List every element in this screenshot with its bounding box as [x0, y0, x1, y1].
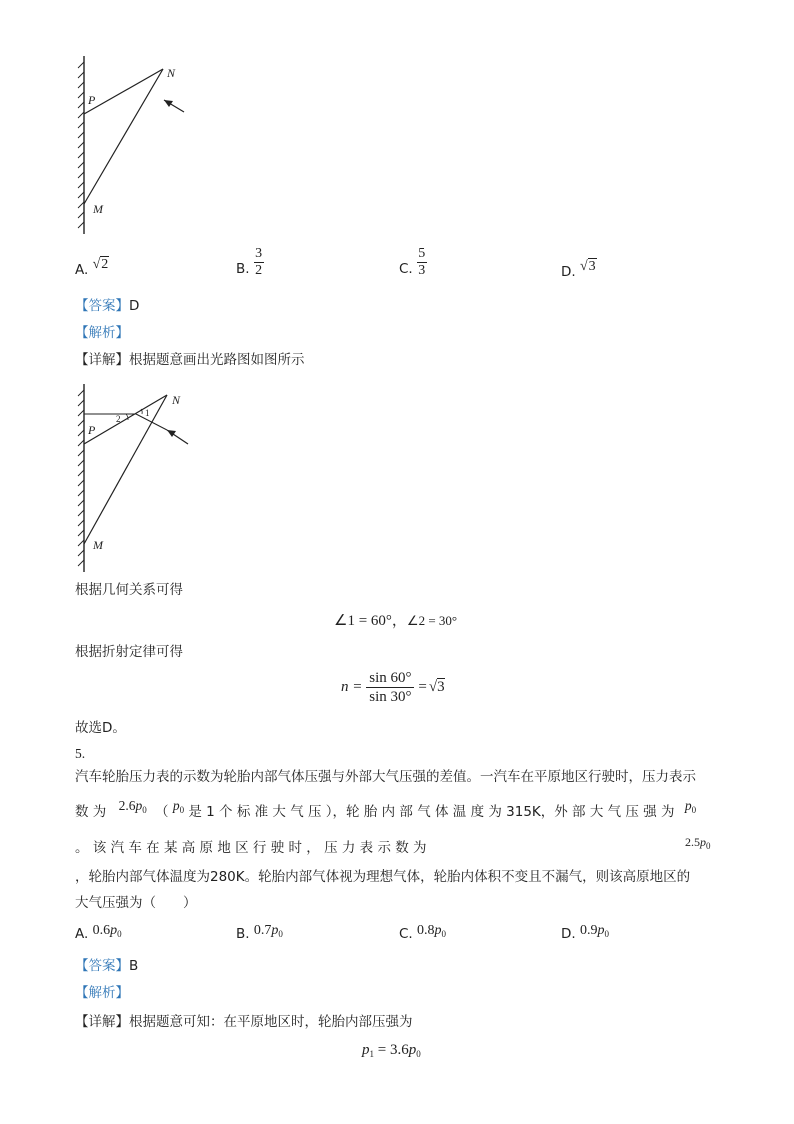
- q5-line-1: 汽车轮胎压力表的示数为轮胎内部气体压强与外部大气压强的差值。一汽车在平原地区行驶时，压力表示: [75, 769, 696, 785]
- n-denominator: sin 30°: [369, 689, 412, 705]
- q4-answer: [75, 296, 139, 316]
- q4-option-c-label: C.: [399, 261, 413, 277]
- figure-1-label-p: P: [88, 93, 96, 107]
- q4-option-c-fraction: $\frac{5}{3}$: [418, 246, 426, 278]
- q5-option-a-label: A.: [75, 926, 89, 942]
- q5-option-c[interactable]: C. $0.8p_0$: [399, 923, 447, 942]
- figure-1-label-m: M: [93, 202, 103, 216]
- answer-tag: 【答案】: [75, 298, 129, 314]
- figure-2-label-m: M: [93, 538, 103, 552]
- detail-tag: 【详解】: [75, 352, 129, 368]
- geom-relation-text: 根据几何关系可得: [75, 582, 183, 598]
- q4-option-a-label: A.: [75, 262, 89, 278]
- n-fraction: [366, 669, 414, 706]
- q5-number: 5.: [75, 746, 86, 761]
- angle-sep: ，: [391, 613, 407, 629]
- n-numerator: sin 60°: [369, 670, 412, 686]
- figure-1-label-n: N: [167, 66, 176, 80]
- q5-option-d-label: D.: [561, 926, 576, 942]
- n-lhs: n =: [341, 679, 363, 695]
- q4-option-d[interactable]: [561, 259, 597, 281]
- figure-1-light-path: [70, 52, 200, 238]
- detail-text: 根据题意可知：在平原地区时，轮胎内部压强为: [129, 1014, 413, 1030]
- refraction-law-text: 根据折射定律可得: [75, 644, 183, 660]
- detail-tag: 【详解】: [75, 1014, 129, 1030]
- q5-option-b-label: B.: [236, 926, 250, 942]
- refraction-equation: [341, 669, 445, 706]
- figure-2-angle-2: 2: [116, 414, 121, 424]
- q5-option-b[interactable]: B. $0.7p_0$: [236, 923, 283, 942]
- answer-value: D: [129, 298, 140, 314]
- q5-line-3: 。 该 汽 车 在 某 高 原 地 区 行 驶 时 ， 压 力 表 示 数 为 $2.5p_0$: [75, 835, 711, 856]
- q4-analysis: [75, 323, 129, 343]
- q4-option-b[interactable]: [236, 246, 264, 279]
- answer-value: B: [129, 958, 139, 974]
- q5-line-2: 数 为 $2.6p_0$ （ $p_0$ 是 1 个 标 准 大 气 压 ），轮 胎 内 部 气 体 温 度 为 315K，外 部 大 气 压 强 为 $p_0$: [75, 798, 697, 820]
- q5-analysis: [75, 983, 129, 1003]
- q4-detail: [75, 350, 305, 370]
- q5-line-5: 大气压强为（ ）: [75, 895, 197, 911]
- angle-eq-2: ∠2 = 30°: [406, 613, 458, 628]
- n-equals: =: [418, 679, 427, 695]
- q4-option-d-label: D.: [561, 264, 576, 280]
- q5-answer: [75, 956, 138, 976]
- q4-option-c[interactable]: [399, 246, 427, 279]
- figure-2-label-p: P: [88, 423, 96, 437]
- q4-option-d-sqrt: √3: [579, 259, 596, 274]
- q5-option-d[interactable]: D. $0.9p_0$: [561, 923, 609, 942]
- n-sqrt: √3: [428, 679, 445, 695]
- figure-2-angle-1: 1: [145, 408, 150, 418]
- p1-equation: $p_1 = 3.6p_0$: [362, 1042, 421, 1059]
- conclusion: 故选D。: [75, 720, 126, 736]
- analysis-tag: 【解析】: [75, 325, 129, 341]
- detail-text: 根据题意画出光路图如图所示: [129, 352, 305, 368]
- q4-option-b-fraction: $\frac{3}{2}$: [255, 246, 263, 278]
- q5-option-c-label: C.: [399, 926, 413, 942]
- figure-2-light-path: [70, 380, 200, 576]
- q5-option-a[interactable]: A. $0.6p_0$: [75, 923, 122, 942]
- angle-equations: [334, 609, 457, 630]
- q4-option-a[interactable]: [75, 257, 109, 279]
- angle-eq-1: ∠1 = 60°: [334, 613, 392, 629]
- answer-tag: 【答案】: [75, 958, 129, 974]
- q5-detail: [75, 1012, 413, 1032]
- q4-option-b-label: B.: [236, 261, 250, 277]
- q5-line-4: ，轮胎内部气体温度为280K。轮胎内部气体视为理想气体，轮胎内体积不变且不漏气，则该高原地区的: [75, 869, 691, 885]
- analysis-tag: 【解析】: [75, 985, 129, 1001]
- figure-2-label-n: N: [172, 393, 181, 407]
- q4-option-a-sqrt: √2: [92, 257, 109, 272]
